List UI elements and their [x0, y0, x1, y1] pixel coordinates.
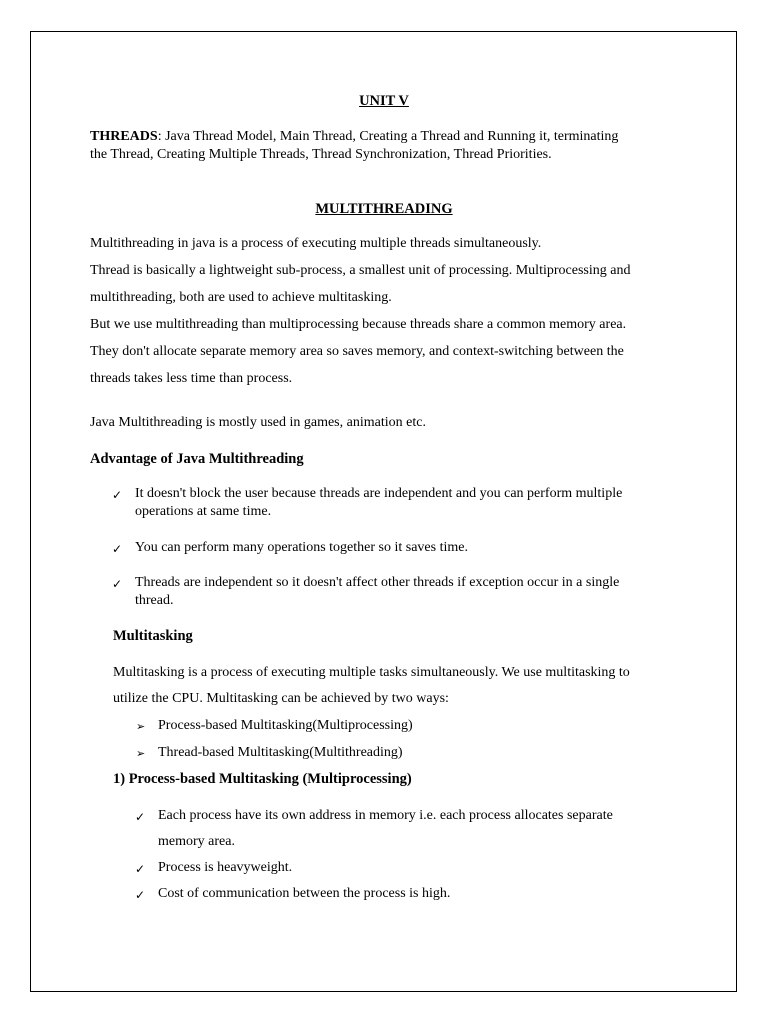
process-based-heading: 1) Process-based Multitasking (Multiprocessing) [113, 771, 412, 787]
intro-line: Multithreading in java is a process of executing multiple threads simultaneously. [90, 236, 542, 251]
multitasking-way: Process-based Multitasking(Multiprocessing) [158, 718, 413, 733]
section-title: MULTITHREADING [315, 201, 453, 217]
advantage-item-cont: operations at same time. [135, 504, 272, 519]
check-icon: ✓ [112, 542, 123, 556]
advantage-item: Threads are independent so it doesn't affect other threads if exception occur in a single [135, 575, 620, 590]
unit-title: UNIT V [359, 93, 409, 109]
advantage-item: It doesn't block the user because threads are independent and you can perform multiple [135, 486, 623, 501]
intro-line: But we use multithreading than multiprocessing because threads share a common memory area. [90, 317, 627, 332]
threads-topics: : Java Thread Model, Main Thread, Creating a Thread and Running it, terminating [157, 129, 619, 144]
check-icon: ✓ [112, 488, 123, 502]
usage-line: Java Multithreading is mostly used in games, animation etc. [90, 415, 426, 430]
multitasking-line: utilize the CPU. Multitasking can be achieved by two ways: [113, 691, 449, 706]
arrow-bullet-icon: ➢ [136, 747, 146, 760]
check-icon: ✓ [135, 810, 146, 824]
arrow-bullet-icon: ➢ [136, 720, 146, 733]
intro-line: They don't allocate separate memory area so saves memory, and context-switching between the [90, 344, 624, 359]
process-item: Cost of communication between the process is high. [158, 886, 451, 901]
threads-label: THREADS [90, 129, 158, 144]
multitasking-heading: Multitasking [113, 628, 193, 644]
advantage-item: You can perform many operations together so it saves time. [135, 540, 468, 555]
advantage-item-cont: thread. [135, 593, 174, 608]
check-icon: ✓ [135, 862, 146, 876]
intro-line: threads takes less time than process. [90, 371, 293, 386]
threads-intro-line-2: the Thread, Creating Multiple Threads, Thread Synchronization, Thread Priorities. [90, 147, 552, 162]
process-item: Each process have its own address in memory i.e. each process allocates separate [158, 808, 613, 823]
intro-line: Thread is basically a lightweight sub-process, a smallest unit of processing. Multiprocessing and [90, 263, 631, 278]
multitasking-line: Multitasking is a process of executing multiple tasks simultaneously. We use multitasking to [113, 665, 630, 680]
process-item: Process is heavyweight. [158, 860, 293, 875]
check-icon: ✓ [112, 577, 123, 591]
intro-line: multithreading, both are used to achieve multitasking. [90, 290, 392, 305]
threads-intro-line-1 [90, 129, 618, 145]
multitasking-way: Thread-based Multitasking(Multithreading) [158, 745, 403, 760]
process-item-cont: memory area. [158, 834, 235, 849]
advantage-heading: Advantage of Java Multithreading [90, 451, 304, 467]
check-icon: ✓ [135, 888, 146, 902]
